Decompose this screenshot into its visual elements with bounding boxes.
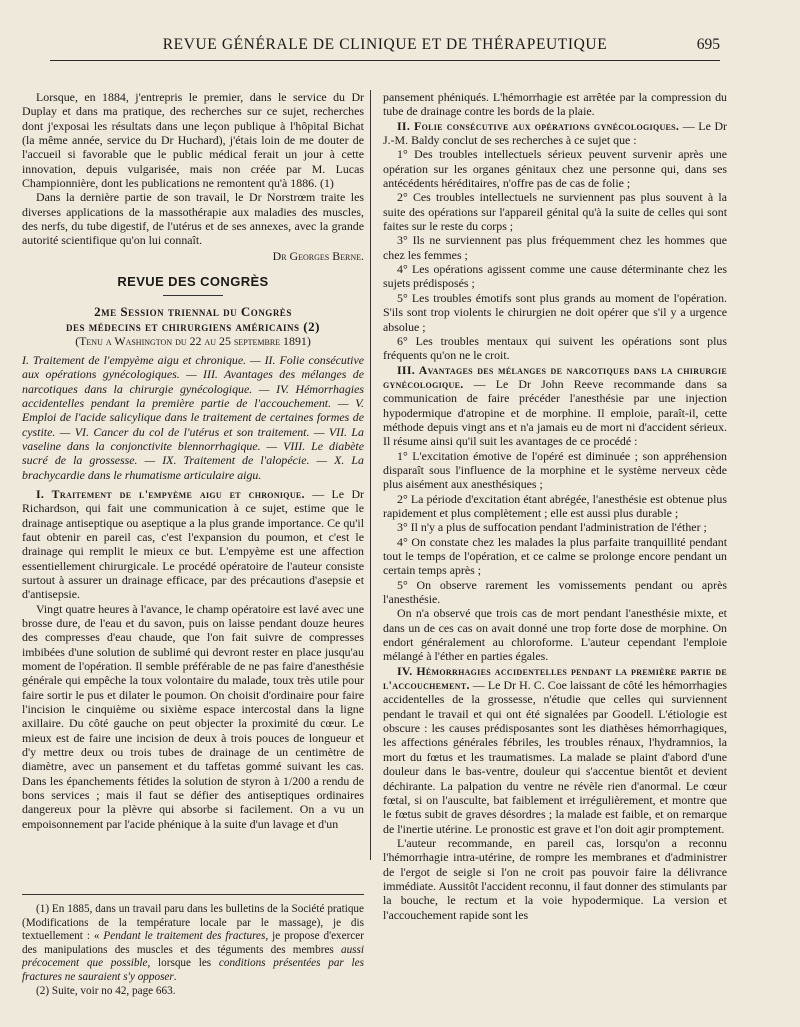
- page-number: 695: [696, 36, 720, 53]
- footnote: (2) Suite, voir no 42, page 663.: [36, 984, 176, 997]
- paragraph: Vingt quatre heures à l'avance, le champ opératoire est lavé avec une brosse dure, de l'eau et du savon, puis on laisse pendant douze heures des compresses d'eau chaude, que l'on fait suivre de compresses imbibées d'une solution de sublimé qui devront rester en place jusqu'au moment de l'opération. Il semble préférable de ne pas faire d'anesthésie générale qui empêche la toux volontaire du malade, toux très utile pour faire sortir le pus et dilater le poumon. On choisit d'ordinaire pour faire l'incision le cinquième ou sixième espace intercostal dans la ligne axillaire. Du côté gauche on peut objecter la proximité du cœur. Le mieux est de faire une incision de deux à trois pouces de longueur et d'y mettre deux ou trois tubes de drainage de un centimètre de diamètre, avec un pansement et du taffetas gommé suivant les cas. Dans les épanchements fétides la solution de styron à 1/200 a rendu de bons services ; mais il faut se défier des antiseptiques ordinaires dangereux pour la plèvre qui absorbe si facilement. On a vu un empoisonnement par l'acide phénique à la suite d'un lavage et d'un: [22, 601, 364, 831]
- footnote-text: (1) En 1885, dans un travail paru dans les bulletins de la Société pratique (Modifications de la température locale par le massage), je dis textuellement : «: [22, 903, 364, 943]
- paragraph: [383, 664, 727, 836]
- summary: I. Traitement de l'empyème aigu et chronique. — II. Folie consécutive aux opérations gynécologiques. — III. Avantages des mélanges de narcotiques dans la chirurgie gynécologique. — IV. Hémorrhagies accidentelles pendant la première partie de l'accouchement. — V. Emploi de l'acide salicylique dans le traitement de certaines formes de cystite. — VI. Cancer du col de l'utérus et son traitement. — VII. La vaseline dans la conjonctivite blennorrhagique. — VIII. Le diabète sucré de la grossesse. — IX. Traitement de l'alopécie. — X. La brachycardie dans le rhumatisme articulaire aigu.: [22, 352, 364, 482]
- session-line: 2me Session triennal du Congrès: [94, 304, 292, 320]
- list-item: 3° Ils ne surviennent pas plus fréquemment chez les hommes que chez les femmes ;: [383, 233, 727, 262]
- column-divider: [370, 90, 371, 860]
- paragraph-text: — Le Dr Richardson, qui fait une communication à ce sujet, estime que le drainage antiseptique ou aseptique a la plus grande importance. Ce qu'il faut obtenir en pareil cas, c'est l'expansion du poumon, et c'est le drainage qui remplit le mieux ce but. L'empyème est une affection essentiellement chirurgicale. Le procédé opératoire de l'auteur consiste surtout à assurer un drainage efficace, par des précautions d'asepsie et d'antisepsie.: [22, 486, 364, 602]
- divider: [163, 295, 223, 296]
- journal-title: REVUE GÉNÉRALE DE CLINIQUE ET DE THÉRAPEUTIQUE: [162, 36, 608, 53]
- footnote-text: aussi précocement que possible: [22, 943, 364, 970]
- list-item: 1° L'excitation émotive de l'opéré est diminuée ; son appréhension disparaît sous l'influence de la morphine et le système nerveux cède plus aisément aux anesthésiques ;: [383, 448, 727, 492]
- footnote: [22, 903, 364, 985]
- signature: Dr Georges Berne.: [272, 248, 364, 263]
- footnote-text: , je propose d'exercer des manipulations des muscles et des téguments des membres: [22, 930, 365, 956]
- footnote-text: conditions présentées par les fractures ne sauraient s'y opposer: [22, 957, 364, 983]
- section-title: REVUE DES CONGRÈS: [117, 274, 269, 290]
- paragraph: Lorsque, en 1884, j'entrepris le premier, dans le service du Dr Duplay et dans ma pratique, des recherches sur ce sujet, recherches dont j'exposai les résultats dans une leçon publique à l'hôpital Bichat (la même année, service du Dr Huchard), j'étais loin de me douter de l'accueil si favorable que le public médical ferait un jour à cette innovation, depuis vulgarisée, mais non créée par M. Lucas Championnière, dont les publications ne remontent qu'à 1886. (1): [22, 90, 364, 191]
- list-item: 4° On constate chez les malades la plus parfaite tranquillité pendant tout le temps de l'opération, et ce calme se prolonge encore pendant un certain temps après ;: [383, 534, 727, 578]
- list-item: 5° Les troubles émotifs sont plus grands au moment de l'opération. S'ils sont trop violents le chirurgien ne doit opérer que s'il y a urgence absolue ;: [383, 290, 727, 334]
- paragraph-text: — Le Dr J.-M. Baldy conclut de ses recherches à ce sujet que :: [383, 118, 727, 148]
- subsection-heading: II. Folie consécutive aux opérations gynécologiques.: [397, 118, 680, 133]
- paragraph: [383, 363, 727, 449]
- paragraph: On n'a observé que trois cas de mort pendant l'anesthésie mixte, et dans un de ces cas on avait donné une trop forte dose de morphine. On endort généralement au chloroforme. L'auteur cependant l'emploie mélangé à l'éther en parties égales.: [383, 606, 727, 664]
- session-heading: [22, 304, 364, 334]
- paragraph-text: — Le Dr H. C. Coe laissant de côté les hémorrhagies accidentelles de la grossesse, n'étudie que celles qui surviennent pendant le travail et qui ont été signalées par Goodell. L'étiologie est obscure : les causes prédisposantes sont les diathèses hémorrhagiques, les affections générales fébriles, les troubles rénaux, l'hydramnios, la mort du fœtus et les traumatismes. La malade se plaint d'abord d'une douleur dans le bas-ventre, douleur qui s'accentue bientôt et devient déchirante. La palpation du ventre ne révèle rien d'anormal. Le cœur fœtal, si on l'ausculte, bat faiblement et irrégulièrement, et montre que le fœtus subit de graves désordres ; la malade est faible, et on remarque de l'inertie utérine. Le pronostic est grave et l'on doit agir promptement.: [383, 678, 727, 836]
- footnote-text: .: [173, 970, 177, 983]
- list-item: 2° La période d'excitation étant abrégée, l'anesthésie est obtenue plus rapidement et plus complètement ; elle est aussi plus durable ;: [383, 491, 727, 520]
- list-item: 1° Des troubles intellectuels sérieux peuvent survenir après une opération sur les organes génitaux chez une personne qui, dans ses antécédents héréditaires, n'offre pas de cas de folie ;: [383, 147, 727, 191]
- list-item: 3° Il n'y a plus de suffocation pendant l'administration de l'éther ;: [397, 520, 707, 535]
- list-item: 4° Les opérations agissent comme une cause déterminante chez les sujets prédisposés ;: [383, 262, 727, 291]
- subsection-heading: I. Traitement de l'empyème aigu et chronique.: [36, 486, 305, 501]
- footnotes: [22, 894, 364, 998]
- paragraph: [383, 119, 727, 148]
- footnote-text: Pendant le traitement des fractures: [103, 930, 266, 943]
- paragraph: pansement phéniqués. L'hémorrhagie est arrêtée par la compression du tube de drainage contre les bords de la plaie.: [383, 90, 727, 119]
- footnote-text: , lorsque les: [147, 957, 219, 970]
- paragraph: [22, 487, 364, 602]
- paragraph: Dans la dernière partie de son travail, le Dr Norstrœm traite les diverses applications de la massothérapie aux maladies des muscles, des nerfs, du tube digestif, de l'utérus et de ses annexes, avec la grande autorité scientifique qu'on lui connaît.: [22, 190, 364, 248]
- paragraph: L'auteur recommande, en pareil cas, lorsqu'on a reconnu l'hémorrhagie intra-utérine, de rompre les membranes et d'administrer de l'ergot de seigle si l'on ne croit pas pouvoir faire la délivrance immédiate. Aussitôt l'accident reconnu, il faut donner des stimulants par la bouche, le rectum et la voie hypodermique. La version et l'accouchement rapide sont les: [383, 835, 727, 922]
- paragraph-text: — Le Dr John Reeve recommande dans sa communication de faire précéder l'anesthésie par une injection hypodermique d'atropine et de morphine. Il emploie, paraît-il, cette méthode depuis vingt ans et n'a jamais eu de mort ni d'accident sérieux. Il résume ainsi qu'il suit les avantages de ce procédé :: [383, 376, 727, 449]
- list-item: 6° Les troubles mentaux qui suivent les opérations sont plus fréquents qu'on ne le croit.: [383, 333, 727, 363]
- list-item: 5° On observe rarement les vomissements pendant ou après l'anesthésie.: [383, 577, 727, 607]
- running-header: [50, 34, 720, 61]
- left-column: [22, 90, 364, 831]
- right-column: [383, 90, 727, 922]
- subsection-heading: III. Avantages des mélanges de narcotiques dans la chirurgie gynécologique.: [383, 362, 727, 391]
- session-line: des médecins et chirurgiens américains (2): [66, 319, 320, 335]
- subsection-heading: IV. Hémorrhagies accidentelles pendant la première partie de l'accouchement.: [383, 663, 727, 693]
- session-dates: (Tenu a Washington du 22 au 25 septembre 1891): [75, 334, 311, 349]
- list-item: 2° Ces troubles intellectuels ne surviennent pas plus souvent à la suite des opérations sur l'appareil génital qu'à la suite de celles qui sont faites sur le reste du corps ;: [383, 190, 727, 234]
